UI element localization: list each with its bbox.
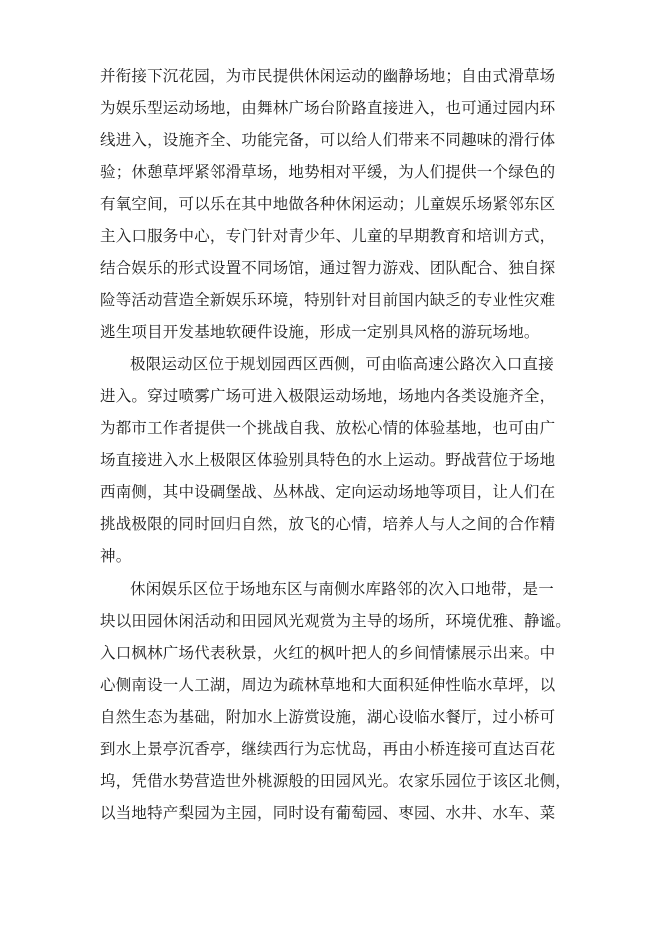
text-line: 并衔接下沉花园，为市民提供休闲运动的幽静场地；自由式滑草场 xyxy=(100,67,556,85)
text-line: 坞，凭借水势营造世外桃源般的田园风光。农家乐园位于该区北侧， xyxy=(100,772,572,790)
text-line: 心侧南设一人工湖，周边为疏林草地和大面积延伸性临水草坪，以 xyxy=(100,676,556,694)
text-line: 主入口服务中心，专门针对青少年、儿童的早期教育和培训方式， xyxy=(100,227,556,245)
text-line: 块以田园休闲活动和田园风光观赏为主导的场所，环境优雅、静谧。 xyxy=(100,612,572,630)
text-line: 以当地特产梨园为主园，同时设有葡萄园、枣园、水井、水车、菜 xyxy=(100,804,556,822)
text-line: 有氧空间，可以乐在其中地做各种休闲运动；儿童娱乐场紧邻东区 xyxy=(100,195,556,213)
text-line: 神。 xyxy=(100,547,132,565)
text-line: 进入。穿过喷雾广场可进入极限运动场地，场地内各类设施齐全， xyxy=(100,387,556,405)
text-line: 入口枫林广场代表秋景，火红的枫叶把人的乡间情愫展示出来。中 xyxy=(100,644,556,662)
text-line: 挑战极限的同时回归自然，放飞的心情，培养人与人之间的合作精 xyxy=(100,515,556,533)
paragraph-start-line: 极限运动区位于规划园西区西侧，可由临高速公路次入口直接 xyxy=(130,355,554,373)
text-line: 验；休憩草坪紧邻滑草场，地势相对平缓，为人们提供一个绿色的 xyxy=(100,163,556,181)
text-line: 逃生项目开发基地软硬件设施，形成一定别具风格的游玩场地。 xyxy=(100,323,540,341)
text-line: 结合娱乐的形式设置不同场馆，通过智力游戏、团队配合、独自探 xyxy=(100,259,556,277)
text-line: 线进入，设施齐全、功能完备，可以给人们带来不同趣味的滑行体 xyxy=(100,131,556,149)
text-line: 到水上景亭沉香亭，继续西行为忘忧岛，再由小桥连接可直达百花 xyxy=(100,740,556,758)
text-line: 自然生态为基础，附加水上游赏设施，湖心设临水餐厅，过小桥可 xyxy=(100,708,556,726)
paragraph-start-line: 休闲娱乐区位于场地东区与南侧水库路邻的次入口地带，是一 xyxy=(130,580,554,598)
text-line: 为都市工作者提供一个挑战自我、放松心情的体验基地，也可由广 xyxy=(100,419,556,437)
text-line: 为娱乐型运动场地，由舞林广场台阶路直接进入，也可通过园内环 xyxy=(100,99,556,117)
text-line: 西南侧，其中设碉堡战、丛林战、定向运动场地等项目，让人们在 xyxy=(100,483,556,501)
text-line: 险等活动营造全新娱乐环境，特别针对目前国内缺乏的专业性灾难 xyxy=(100,291,556,309)
text-line: 场直接进入水上极限区体验别具特色的水上运动。野战营位于场地 xyxy=(100,451,556,469)
